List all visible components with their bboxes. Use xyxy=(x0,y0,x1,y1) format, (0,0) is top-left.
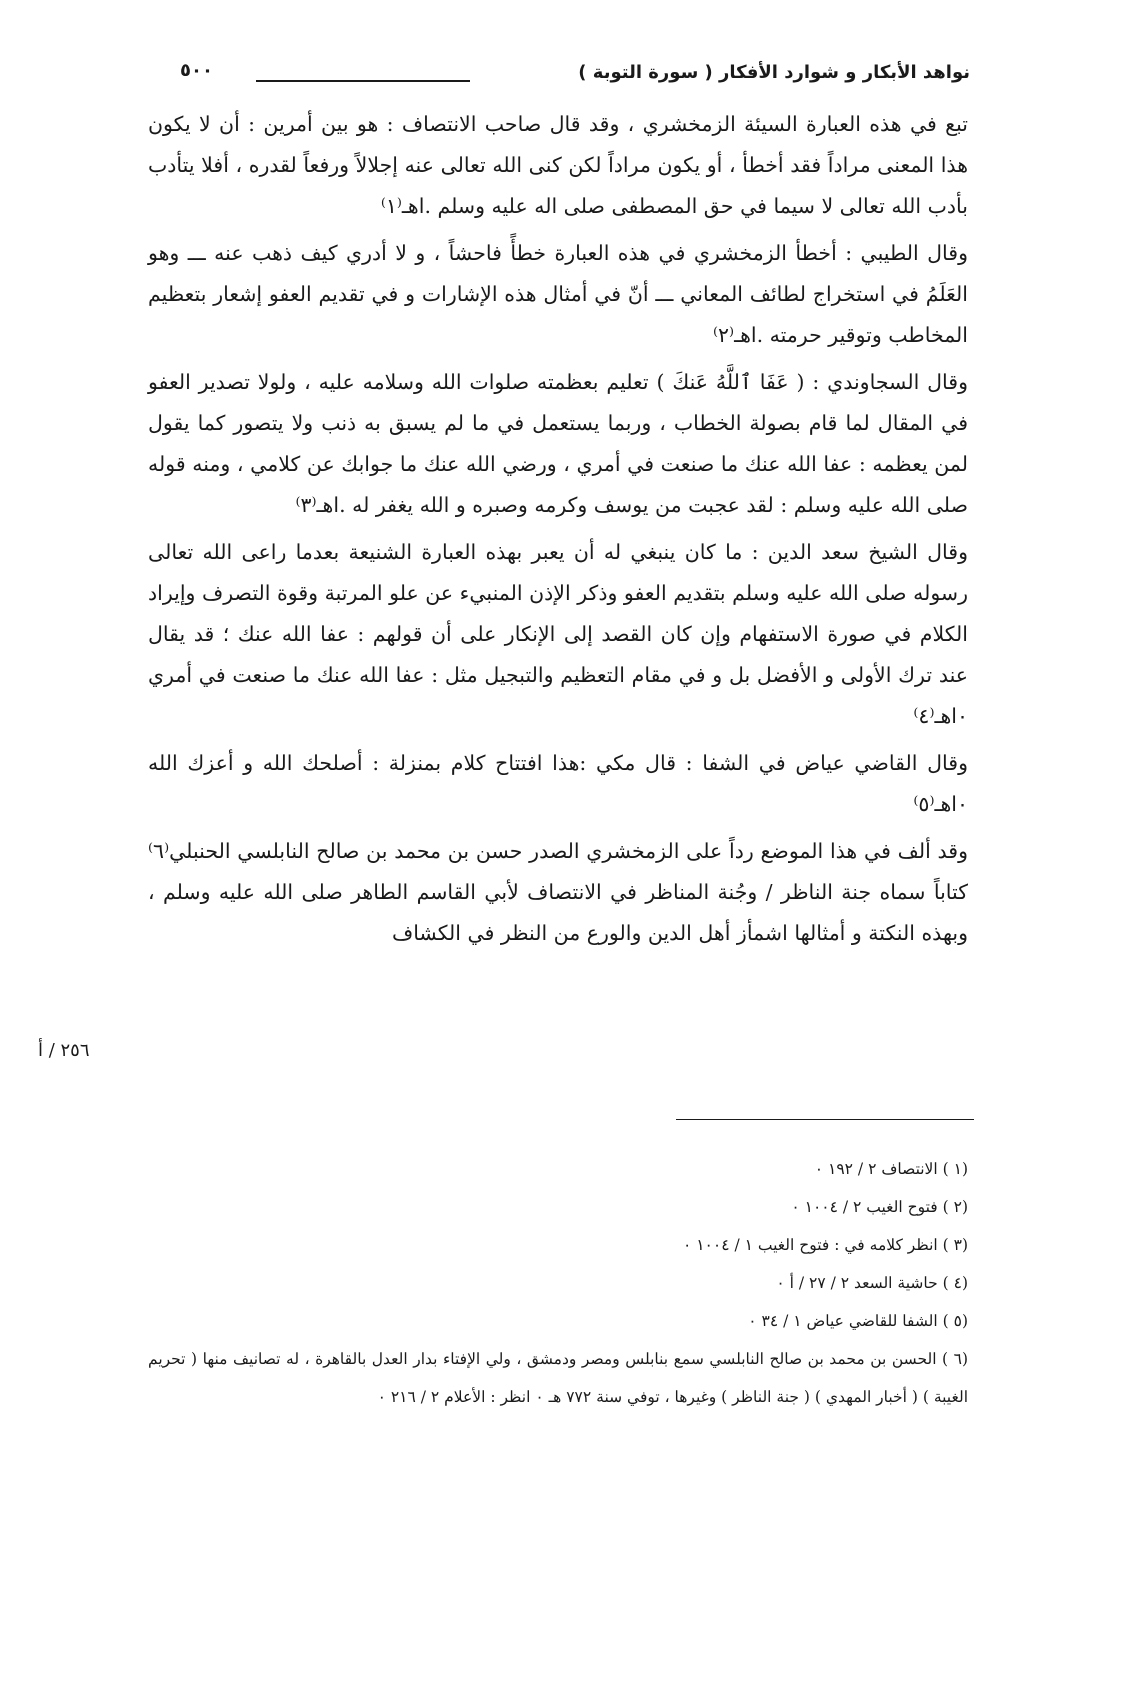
footnote-3: (٣ ) انظر كلامه في : فتوح الغيب ١ / ١٠٠٤ ٠ xyxy=(682,1236,968,1254)
footnote-1: (١ ) الانتصاف ٢ / ١٩٢ ٠ xyxy=(814,1160,968,1178)
paragraph-3: وقال السجاوندي : ( عَفَا ٱللَّهُ عَنكَ ) تعليم بعظمته صلوات الله وسلامه عليه ، ولولا تصدير العفو في المقال لما قام بصولة الخطاب ، وربما يستعمل في ما لم يسبق به ذنب ولا يتصور كما يقول لمن يعظمه : عفا الله عنك ما صنعت في أمري ، ورضي الله عنك ما جوابك عن كلامي ، ومنه قوله صلى الله عليه وسلم : لقد عجبت من يوسف وكرمه وصبره و الله يغفر له .اهـ⁽٣⁾ xyxy=(148,370,969,517)
footnote-separator xyxy=(676,1119,974,1120)
main-text xyxy=(148,104,968,960)
paragraph-2: وقال الطيبي : أخطأ الزمخشري في هذه العبارة خطأً فاحشاً ، و لا أدري كيف ذهب عنه ـــ وهو العَلَمُ في استخراج لطائف المعاني ـــ أنّ في أمثال هذه الإشارات و في تقديم العفو إشعار بتعظيم المخاطب وتوقير حرمته .اهـ⁽٢⁾ xyxy=(148,241,968,347)
footnote-5: (٥ ) الشفا للقاضي عياض ١ / ٣٤ ٠ xyxy=(748,1312,968,1330)
paragraph-6: وقد ألف في هذا الموضع رداً على الزمخشري الصدر حسن بن محمد بن صالح النابلسي الحنبلي⁽٦⁾ كتاباً سماه جنة الناظر / وجُنة المناظر في الانتصاف لأبي القاسم الطاهر صلى الله عليه وسلم ، وبهذه النكتة و أمثالها اشمأز أهل الدين والورع من النظر في الكشاف xyxy=(148,839,968,945)
header-rule xyxy=(256,80,470,82)
footnote-6: (٦ ) الحسن بن محمد بن صالح النابلسي سمع بنابلس ومصر ودمشق ، ولي الإفتاء بدار العدل بالقاهرة ، له تصانيف منها ( تحريم الغيبة ) ( أخبار المهدي ) ( جنة الناظر ) وغيرها ، توفي سنة ٧٧٢ هـ ٠ انظر : الأعلام ٢ / ٢١٦ ٠ xyxy=(148,1350,968,1406)
page-header xyxy=(180,58,970,98)
running-title: نواهد الأبكار و شوارد الأفكار ( سورة التوبة ) xyxy=(578,62,970,83)
footnote-2: (٢ ) فتوح الغيب ٢ / ١٠٠٤ ٠ xyxy=(791,1198,968,1216)
paragraph-5: وقال القاضي عياض في الشفا : قال مكي :هذا افتتاح كلام بمنزلة : أصلحك الله و أعزك الله ٠اهـ⁽٥⁾ xyxy=(148,751,968,816)
page-number: ٥٠٠ xyxy=(180,60,213,81)
footnotes xyxy=(148,1150,968,1416)
paragraph-1: تبع في هذه العبارة السيئة الزمخشري ، وقد قال صاحب الانتصاف : هو بين أمرين : أن لا يكون هذا المعنى مراداً فقد أخطأ ، أو يكون مراداً لكن كنى الله تعالى عنه إجلالاً ورفعاً لقدره ، أفلا يتأدب بأدب الله تعالى لا سيما في حق المصطفى صلى اله عليه وسلم .اهـ⁽١⁾ xyxy=(148,112,968,218)
footnote-4: (٤ ) حاشية السعد ٢ / ٢٧ / أ ٠ xyxy=(776,1274,968,1292)
manuscript-folio-note: ٢٥٦ / أ xyxy=(38,1040,90,1061)
paragraph-4: وقال الشيخ سعد الدين : ما كان ينبغي له أن يعبر بهذه العبارة الشنيعة بعدما راعى الله تعالى رسوله صلى الله عليه وسلم بتقديم العفو وذكر الإذن المنبيء عن علو المرتبة وقوة التصرف وإيراد الكلام في صورة الاستفهام وإن كان القصد إلى الإنكار على أن قولهم : عفا الله عنك ؛ قد يقال عند ترك الأولى و الأفضل بل و في مقام التعظيم والتبجيل مثل : عفا الله عنك ما صنعت في أمري ٠اهـ⁽٤⁾ xyxy=(148,540,968,728)
